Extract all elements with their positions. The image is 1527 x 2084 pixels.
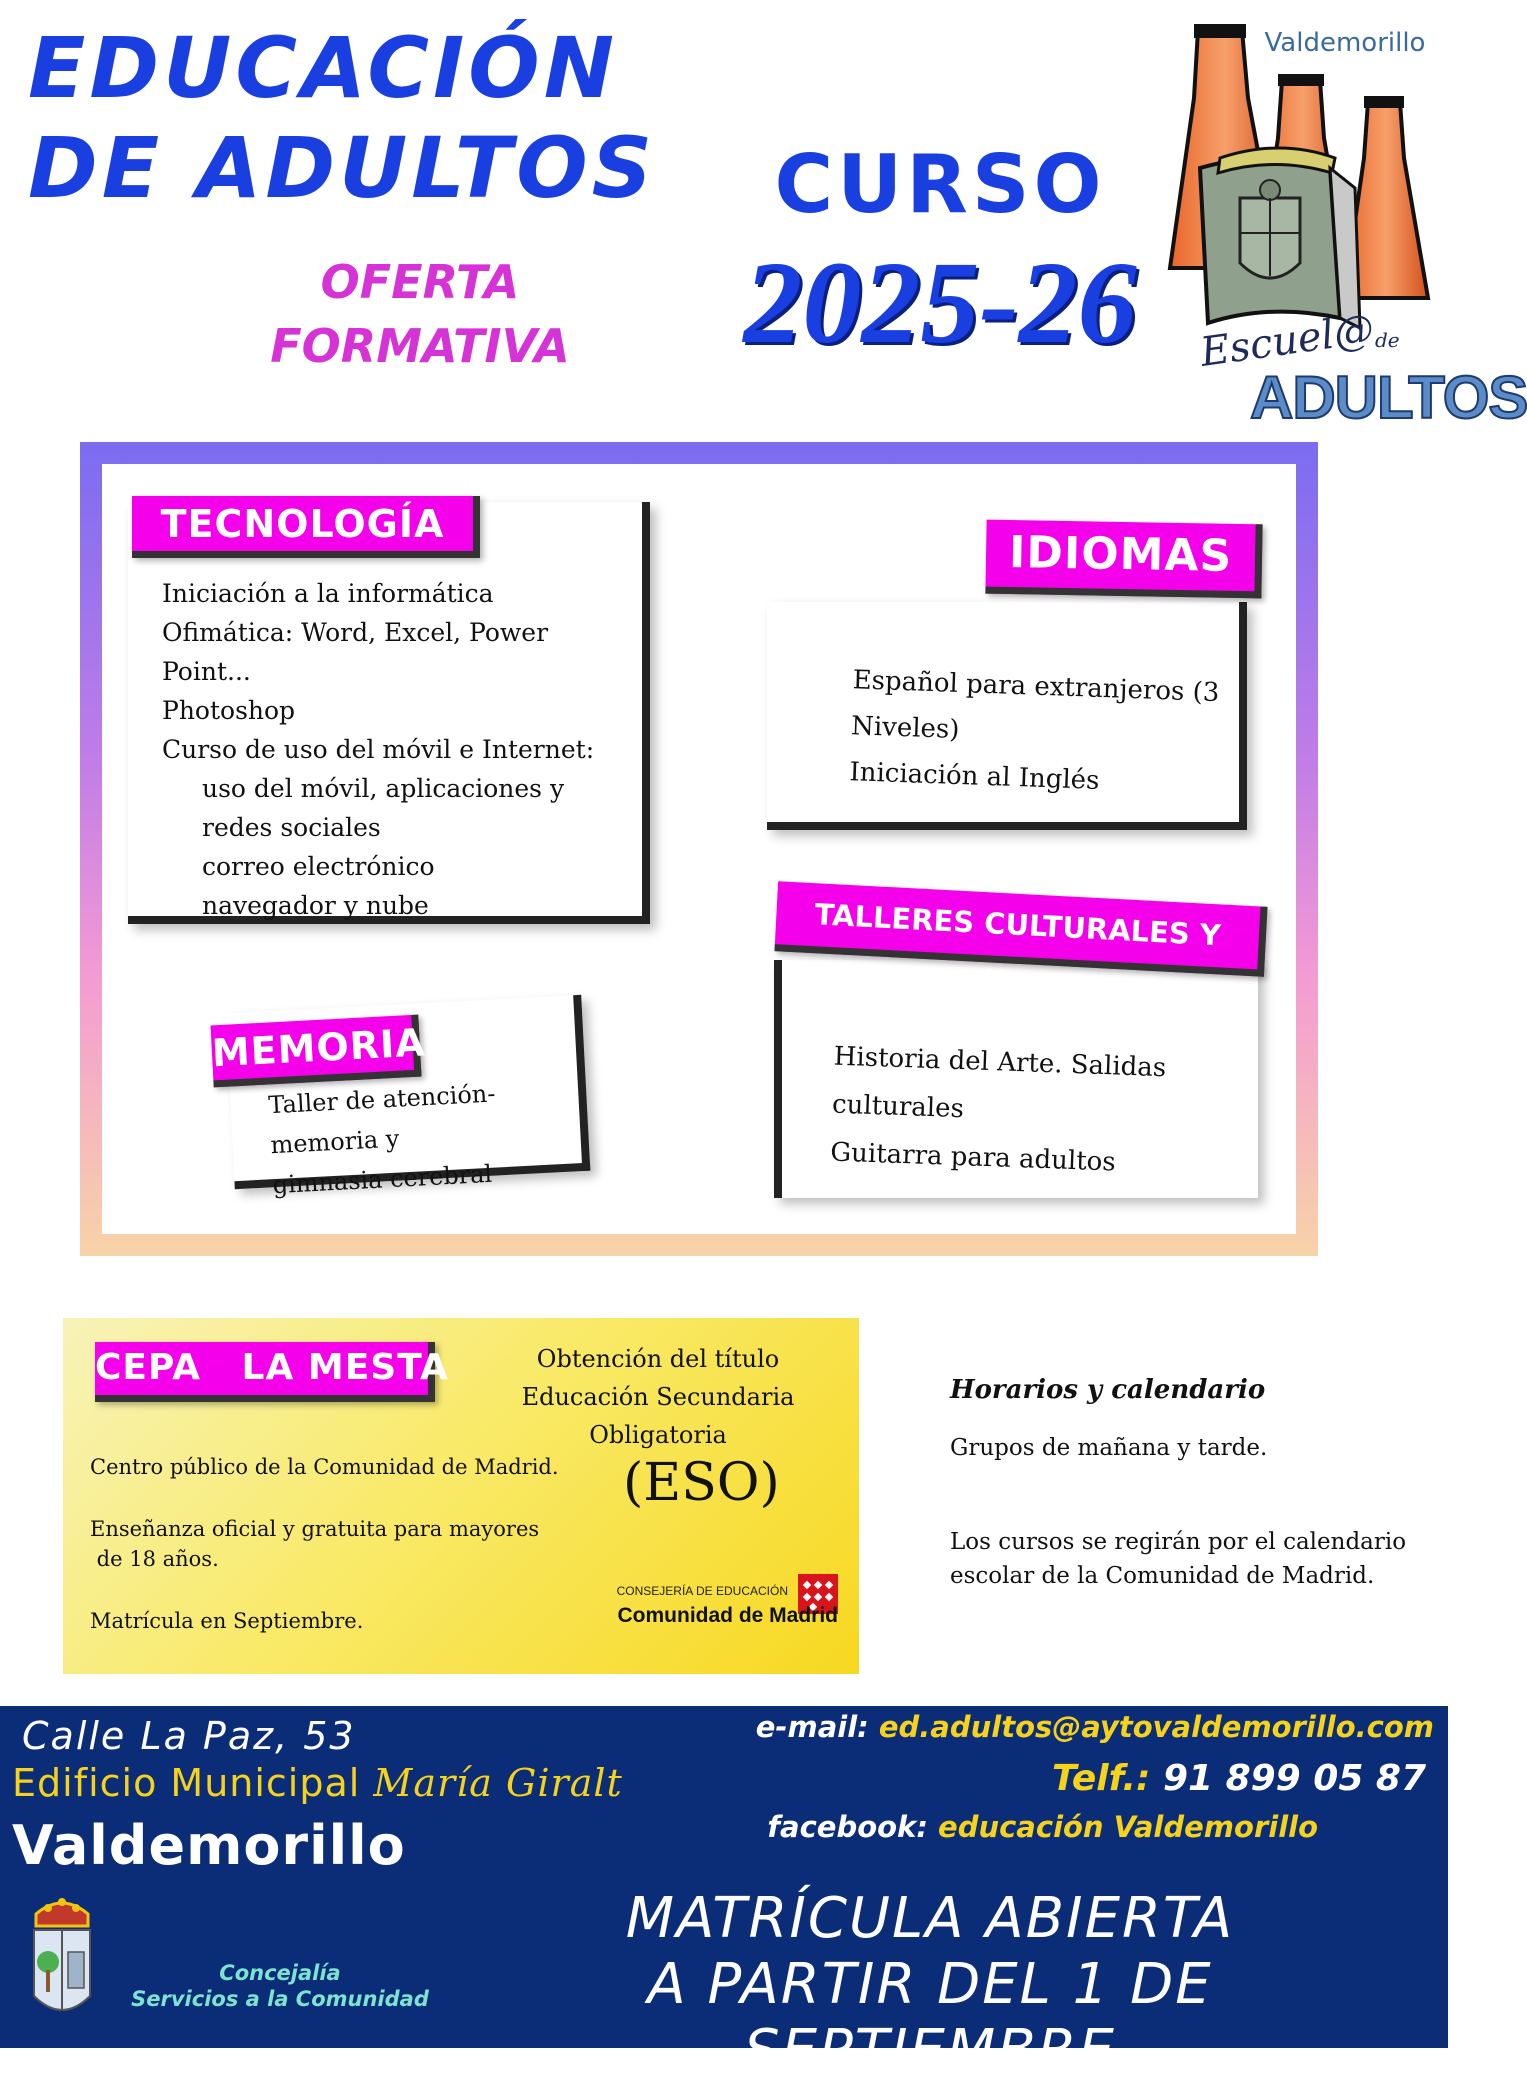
- phone-number[interactable]: 91 899 05 87: [1162, 1758, 1426, 1799]
- footer: [0, 1706, 1448, 2083]
- email-label: e-mail:: [755, 1710, 879, 1744]
- tecnologia-card: [128, 502, 650, 924]
- cepa-line-3: Matrícula en Septiembre.: [90, 1609, 364, 1633]
- list-item: Historia del Arte. Salidas culturales: [831, 1041, 1167, 1125]
- phone-label: Telf.:: [1051, 1758, 1163, 1799]
- title-line-1: EDUCACIÓN: [28, 19, 618, 117]
- concejalia-line-2: Servicios a la Comunidad: [131, 1987, 429, 2011]
- building-name: María Giralt: [373, 1761, 623, 1805]
- logo-de: de: [1375, 328, 1400, 352]
- footer-building: [12, 1761, 623, 1805]
- curso-label: CURSO: [774, 138, 1106, 231]
- horarios-line-2b: escolar de la Comunidad de Madrid.: [950, 1563, 1375, 1589]
- horarios-title: Horarios y calendario: [950, 1375, 1266, 1405]
- building-prefix: Edificio Municipal: [12, 1761, 374, 1805]
- horarios-section: [950, 1375, 1420, 1593]
- eso-heading-line-2: Educación Secundaria Obligatoria: [521, 1383, 795, 1449]
- list-item: Taller de atención-memoria y: [267, 1079, 496, 1160]
- escuela-adultos-logo: [1160, 18, 1527, 431]
- footer-address: Calle La Paz, 53: [22, 1714, 356, 1758]
- oferta-formativa: [250, 250, 590, 378]
- list-item: Iniciación a la informática: [162, 579, 494, 608]
- cepa-panel: [63, 1318, 859, 1674]
- main-title: [28, 18, 728, 218]
- email-link[interactable]: ed.adultos@aytovaldemorillo.com: [878, 1710, 1434, 1744]
- cepa-line-2a: Enseñanza oficial y gratuita para mayores: [90, 1517, 540, 1541]
- idiomas-card: [767, 602, 1247, 830]
- logo-script: Escuel@: [1197, 306, 1377, 376]
- eso-heading-line-1: Obtención del título: [536, 1345, 780, 1373]
- matricula-line-1: MATRÍCULA ABIERTA: [625, 1886, 1235, 1951]
- list-subitem: navegador y nube: [202, 891, 429, 920]
- list-item: Iniciación al Inglés: [848, 757, 1100, 796]
- footer-town: Valdemorillo: [12, 1814, 406, 1877]
- comunidad-madrid-logo: [578, 1574, 838, 1654]
- list-item: gimnasia cerebral: [271, 1159, 493, 1200]
- oferta-line-2: FORMATIVA: [270, 319, 570, 373]
- logo-town: Valdemorillo: [1264, 28, 1426, 58]
- talleres-title: TALLERES CULTURALES Y ARTÍSTICOS: [775, 881, 1268, 977]
- talleres-list: [830, 1033, 1261, 1192]
- cepa-title: CEPA LA MESTA: [95, 1342, 435, 1402]
- logo-word: ADULTOS: [1250, 364, 1527, 431]
- horarios-line-2a: Los cursos se regirán por el calendario: [950, 1529, 1407, 1555]
- curso-year: 2025-26: [743, 237, 1137, 368]
- list-item: Guitarra para adultos: [829, 1137, 1117, 1178]
- list-item: Photoshop: [162, 696, 296, 725]
- valdemorillo-coat-of-arms-icon: [28, 1896, 96, 2026]
- footer-email: [756, 1710, 1434, 1744]
- eso-label: (ESO): [623, 1453, 780, 1513]
- idiomas-title: IDIOMAS: [985, 520, 1262, 599]
- matricula-line-2: A PARTIR DEL 1 DE SEPTIEMBRE: [647, 1952, 1213, 2083]
- concejalia-label: [130, 1960, 430, 2012]
- consejeria-label: CONSEJERÍA DE EDUCACIÓN: [616, 1584, 788, 1598]
- matricula-banner: [460, 1886, 1400, 2084]
- oferta-line-1: OFERTA: [320, 255, 520, 309]
- title-line-2: DE ADULTOS: [28, 119, 657, 217]
- cepa-line-1: Centro público de la Comunidad de Madrid.: [90, 1455, 559, 1479]
- courses-frame: [80, 442, 1318, 1256]
- idiomas-list: [849, 657, 1242, 808]
- tecnologia-title: TECNOLOGÍA: [132, 496, 480, 558]
- concejalia-line-1: Concejalía: [219, 1961, 341, 1985]
- eso-heading: [463, 1340, 853, 1454]
- list-item: Ofimática: Word, Excel, Power Point...: [162, 618, 549, 686]
- horarios-line-1: Grupos de mañana y tarde.: [950, 1435, 1268, 1461]
- courses-panel: [102, 464, 1296, 1234]
- list-item: Curso de uso del móvil e Internet:: [162, 735, 595, 764]
- tecnologia-list: [162, 574, 642, 925]
- facebook-link[interactable]: educación Valdemorillo: [938, 1810, 1318, 1844]
- memoria-title: MEMORIA: [211, 1015, 422, 1088]
- memoria-list: [267, 1069, 583, 1205]
- footer-phone: [1052, 1758, 1426, 1799]
- list-item: Español para extranjeros (3 Niveles): [850, 665, 1220, 746]
- facebook-label: facebook:: [767, 1810, 939, 1844]
- list-subitem: uso del móvil, aplicaciones y redes sociales: [202, 774, 565, 842]
- list-subitem: correo electrónico: [202, 852, 435, 881]
- comunidad-label: Comunidad de Madrid: [617, 1604, 838, 1627]
- footer-facebook: [767, 1810, 1318, 1844]
- cepa-line-2b: de 18 años.: [90, 1547, 219, 1571]
